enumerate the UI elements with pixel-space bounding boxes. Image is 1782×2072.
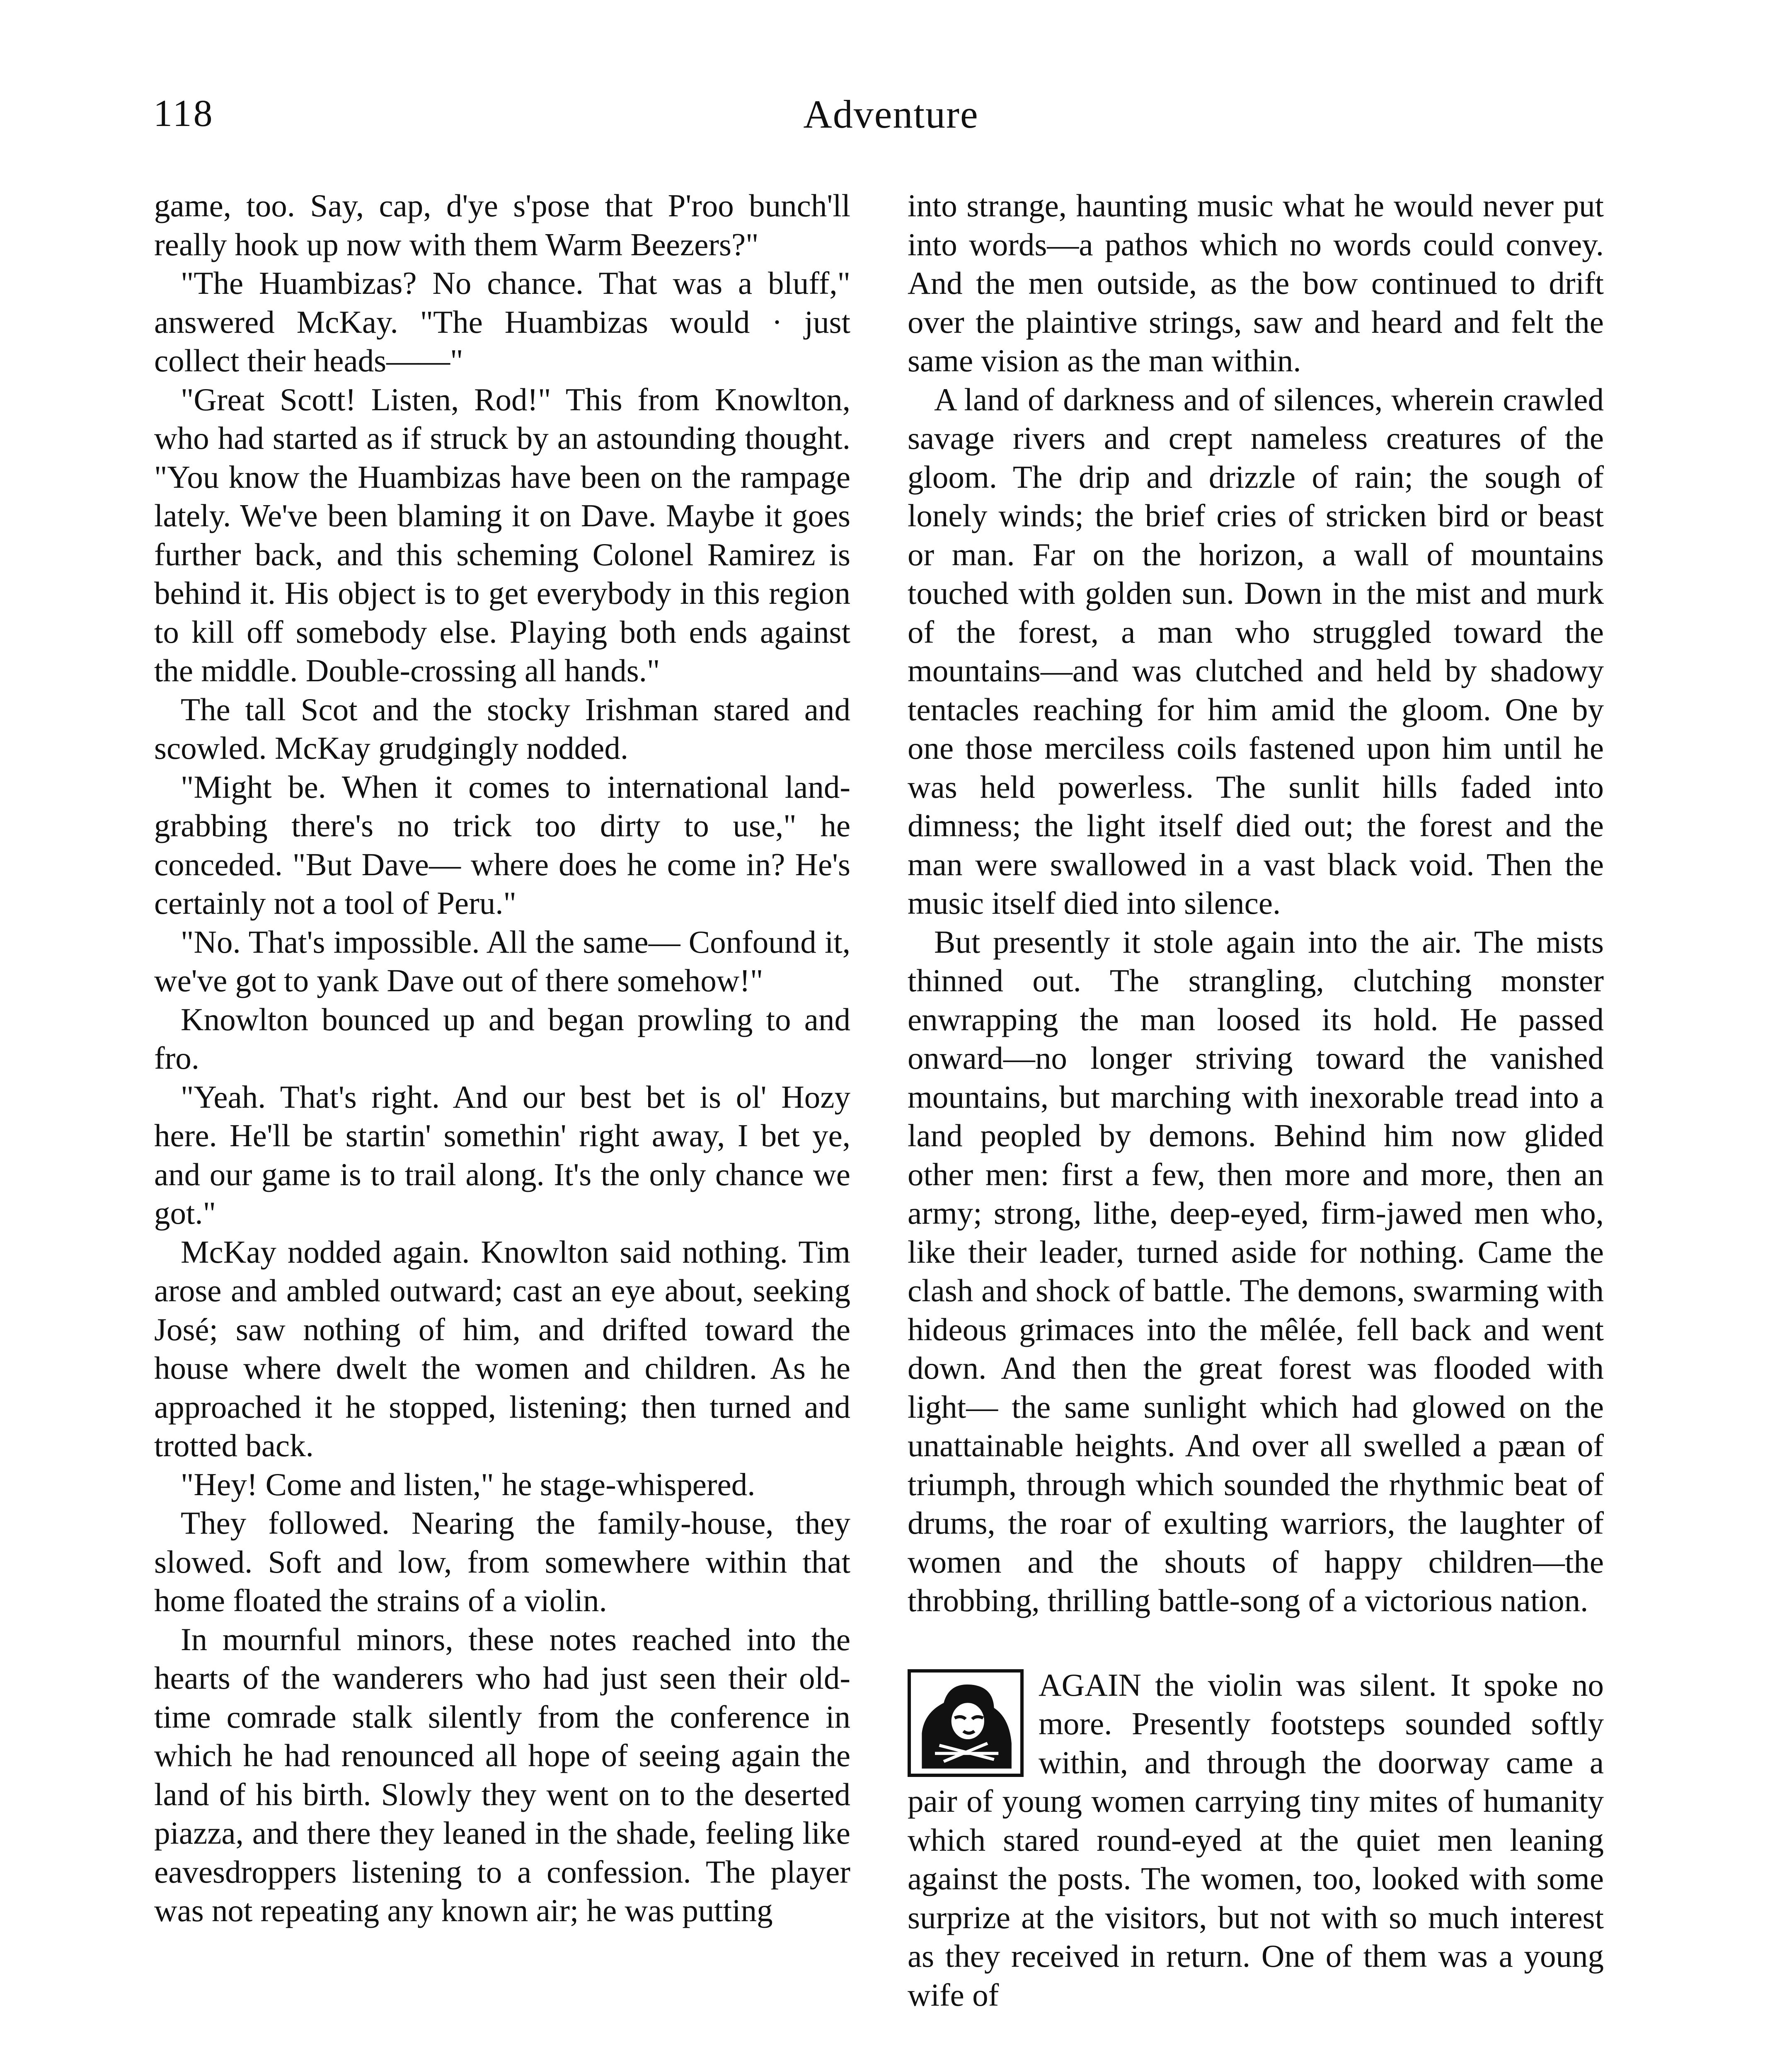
paragraph: "Yeah. That's right. And our best bet is ol' Hozy here. He'll be startin' somethin' right away, I bet ye, and our game is to trail along. It's the only chance we got." — [154, 1079, 850, 1231]
decorative-portrait-icon — [908, 1669, 1024, 1777]
paragraph: AGAIN the violin was silent. It spoke no more. Presently footsteps sounded softly within, and through the doorway came a pair of young women carrying tiny mites of humanity which stared round-eyed at the quiet men leaning against the posts. The women, too, looked with some surprize at the visitors, but not with so much interest as they received in return. One of them was a young wife of — [908, 1667, 1604, 2013]
paragraph: But presently it stole again into the air. The mists thinned out. The strangling, clutching monster enwrapping the man loosed its hold. He passed onward—no longer striving toward the vanished mountains, but marching with inexorable tread into a land peopled by demons. Behind him now glided other men: first a few, then more and more, then an army; strong, lithe, deep-eyed, firm-jawed men who, like their leader, turned aside for nothing. Came the clash and shock of battle. The demons, swarming with hideous grimaces into the mêlée, fell back and went down. And then the great forest was flooded with light— the same sunlight which had glowed on the unattainable heights. And over all swelled a pæan of triumph, through which sounded the rhythmic beat of drums, the roar of exulting warriors, the laughter of women and the shouts of happy children—the throbbing, thrilling battle-song of a victorious nation. — [908, 924, 1604, 1618]
paragraph: "The Huambizas? No chance. That was a bluff," answered McKay. "The Huambizas would · just collect their heads——" — [154, 265, 850, 378]
paragraph: They followed. Nearing the family-house, they slowed. Soft and low, from somewhere within that home floated the strains of a violin. — [154, 1505, 850, 1618]
paragraph: In mournful minors, these notes reached into the hearts of the wanderers who had just seen their old-time comrade stalk silently from the conference in which he had renounced all hope of seeing again the land of his birth. Slowly they went on to the deserted piazza, and there they leaned in the shade, feeling like eavesdroppers listening to a confession. The player was not repeating any known air; he was putting — [154, 1621, 850, 1928]
paragraph: "Great Scott! Listen, Rod!" This from Knowlton, who had started as if struck by an astounding thought. "You know the Huambizas have been on the rampage lately. We've been blaming it on Dave. Maybe it goes further back, and this scheming Colonel Ramirez is behind it. His object is to get everybody in this region to kill off somebody else. Playing both ends against the middle. Double-crossing all hands." — [154, 381, 850, 688]
running-head: Adventure — [803, 92, 979, 136]
paragraph: into strange, haunting music what he would never put into words—a pathos which no words could convey. And the men outside, as the bow continued to drift over the plaintive strings, saw and heard and felt the same vision as the man within. — [908, 188, 1604, 378]
paragraph: "Hey! Come and listen," he stage-whispered. — [181, 1466, 755, 1502]
left-column — [154, 186, 850, 1930]
paragraph: Knowlton bounced up and began prowling to and fro. — [154, 1001, 850, 1076]
paragraph: "No. That's impossible. All the same— Confound it, we've got to yank Dave out of there somehow!" — [154, 924, 850, 998]
paragraph: "Might be. When it comes to international land-grabbing there's no trick too dirty to use," he conceded. "But Dave— where does he come in? He's certainly not a tool of Peru." — [154, 769, 850, 921]
right-column — [908, 186, 1604, 2014]
paragraph: The tall Scot and the stocky Irishman stared and scowled. McKay grudgingly nodded. — [154, 691, 850, 766]
paragraph: A land of darkness and of silences, wherein crawled savage rivers and crept nameless creatures of the gloom. The drip and drizzle of rain; the sough of lonely winds; the brief cries of stricken bird or beast or man. Far on the horizon, a wall of mountains touched with golden sun. Down in the mist and murk of the forest, a man who struggled toward the mountains—and was clutched and held by shadowy tentacles reaching for him amid the gloom. One by one those merciless coils fastened upon him until he was held powerless. The sunlit hills faded into dimness; the light itself died out; the forest and the man were swallowed in a vast black void. Then the music itself died into silence. — [908, 381, 1604, 921]
paragraph: game, too. Say, cap, d'ye s'pose that P'roo bunch'll really hook up now with them Warm Beezers?" — [154, 188, 850, 262]
page-number: 118 — [153, 92, 214, 134]
page-header — [153, 91, 1629, 141]
paragraph: McKay nodded again. Knowlton said nothing. Tim arose and ambled outward; cast an eye about, seeking José; saw nothing of him, and drifted toward the house where dwelt the women and children. As he approached it he stopped, listening; then turned and trotted back. — [154, 1234, 850, 1463]
section-break — [908, 1666, 1604, 2015]
